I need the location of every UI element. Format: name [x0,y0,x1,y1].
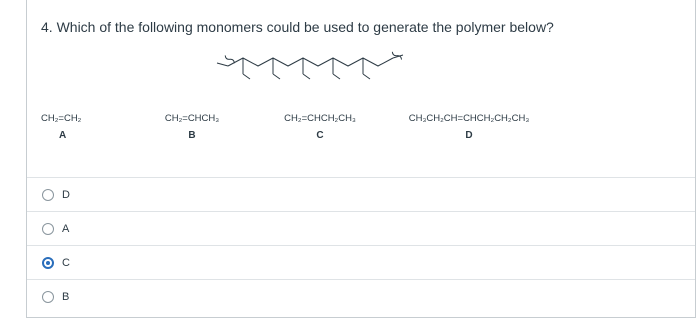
answer-label: C [62,256,70,269]
radio-button[interactable] [42,189,54,201]
answer-option-c[interactable] [27,246,695,279]
monomer-d [399,113,539,141]
monomer-a [41,113,101,141]
answer-option-b[interactable] [27,280,695,313]
monomer-formula: CH₂=CH₂ [41,113,82,124]
monomer-b [157,113,227,141]
answer-label: D [62,188,70,201]
polymer-backbone [228,58,393,66]
polymer-structure [203,46,423,84]
answer-label: B [62,290,70,303]
answer-label: A [62,222,70,235]
question-card [26,0,696,318]
radio-button[interactable] [42,291,54,303]
monomer-formula: CH₃CH₂CH=CHCH₂CH₂CH₃ [408,113,530,124]
monomer-letter: D [465,130,473,141]
radio-button[interactable] [42,223,54,235]
answer-option-d[interactable] [27,178,695,211]
monomer-letter: B [188,130,196,141]
monomer-formula: CH₂=CHCH₂CH₃ [284,113,356,124]
monomer-letter: C [316,130,324,141]
monomer-letter: A [59,130,67,141]
monomer-c [275,113,365,141]
monomer-formula: CH₂=CHCH₃ [164,113,220,124]
answer-option-a[interactable] [27,212,695,245]
radio-button-selected[interactable] [42,257,54,269]
question-text: 4. Which of the following monomers could be used to generate the polymer below? [41,19,554,35]
